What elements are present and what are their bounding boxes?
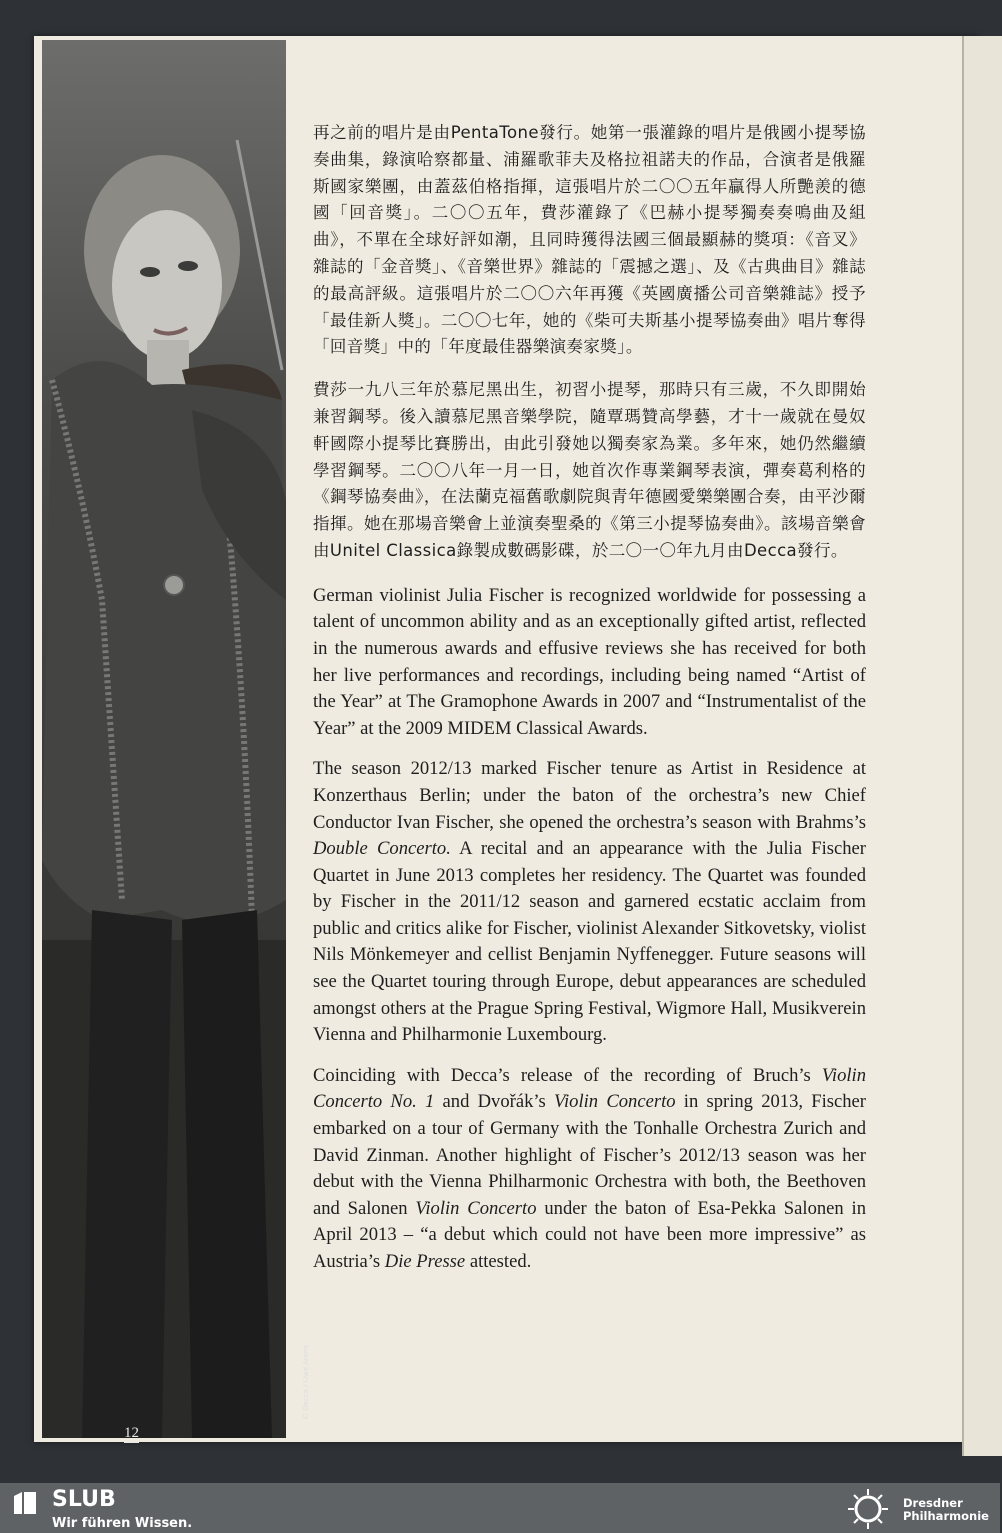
article-text [313,120,866,1276]
english-paragraph-3 [313,1063,866,1276]
photo-credit: © Decca / Uwe Arens [302,1344,310,1420]
text-run: Coinciding with Decca’s release of the recording of Bruch’s [313,1064,822,1086]
chinese-paragraph-1: 再之前的唱片是由PentaTone發行。她第一張灌錄的唱片是俄國小提琴協奏曲集，錄演哈察都量、浦羅歌菲夫及格拉祖諾夫的作品，合演者是俄羅斯國家樂團，由蓋茲伯格指揮，這張唱片於二〇〇五年贏得人所艷羨的德國「回音獎」。二〇〇五年，費莎灌錄了《巴赫小提琴獨奏奏鳴曲及組曲》，不單在全球好評如潮，且同時獲得法國三個最顯赫的獎項：《音叉》雜誌的「金音獎」、《音樂世界》雜誌的「震撼之選」、及《古典曲目》雜誌的最高評級。這張唱片於二〇〇六年再獲《英國廣播公司音樂雜誌》授予「最佳新人獎」。二〇〇七年，她的《柴可夫斯基小提琴協奏曲》唱片奪得「回音獎」中的「年度最佳器樂演奏家獎」。 [313,123,866,357]
slub-logo-icon[interactable] [12,1490,38,1516]
italic-title: Double Concerto. [313,838,451,860]
text-run: in spring 2013, Fischer embarked on a tour of Germany with the Tonhalle Orchestra Zurich and David Zinman. Another highlight of Fischer’s 2012/13 season was her debut with the Vienna Philharmonic Orchestra with both, the Beethoven and Salonen [313,1091,866,1219]
text-run: The season 2012/13 marked Fischer tenure as Artist in Residence at Konzerthaus Berlin; under the baton of the orchestra’s new Chief Conductor Ivan Fischer, she opened the orchestra’s season with Brahms’s [313,758,866,833]
photo-illustration [42,40,286,1438]
italic-title: Violin Concerto No. 1 [313,1064,866,1113]
slub-tagline: Wir führen Wissen. [52,1516,193,1531]
italic-title: Violin Concerto [554,1091,676,1113]
text-run: A recital and an appearance with the Julia Fischer Quartet in June 2013 completes her residency. The Quartet was founded by Fischer in the 2011/12 season and garnered ecstatic acclaim from public and critics alike for Fischer, violinist Alexander Sitkovetsky, violist Nils Mönkemeyer and cellist Benjamin Nyffenegger. Future seasons will see the Quartet touring through Europe, debut appearances are scheduled amongst others at the Prague Spring Festival, Wigmore Hall, Musikverein Vienna and Philharmonie Luxembourg. [313,838,866,1046]
chinese-paragraph-2: 費莎一九八三年於慕尼黑出生，初習小提琴，那時只有三歲，不久即開始兼習鋼琴。後入讀慕尼黑音樂學院，隨覃瑪贊高學藝，才十一歲就在曼奴軒國際小提琴比賽勝出，由此引發她以獨奏家為業。多年來，她仍然繼續學習鋼琴。二〇〇八年一月一日，她首次作專業鋼琴表演，彈奏葛利格的《鋼琴協奏曲》，在法蘭克福舊歌劇院與青年德國愛樂樂團合奏，由平沙爾指揮。她在那場音樂會上並演奏聖桑的《第三小提琴協奏曲》。該場音樂會由Unitel Classica錄製成數碼影碟，於二〇一〇年九月由Decca發行。 [313,380,866,560]
philharmonie-logo-icon[interactable] [840,1487,896,1531]
english-paragraph-2 [313,756,866,1049]
english-paragraph-1: German violinist Julia Fischer is recognized worldwide for possessing a talent of uncommon ability and as an exceptionally gifted artist, reflected in the numerous awards and effusive reviews she has received for both her live performances and recordings, including being named “Artist of the Year” at The Gramophone Awards in 2007 and “Instrumentalist of the Year” at the 2009 MIDEM Classical Awards. [313,584,866,739]
adjacent-page-edge [962,36,1002,1456]
text-run: under the baton of Esa-Pekka Salonen in April 2013 – “a debut which could not have been more impressive” as Austria’s [313,1197,867,1272]
italic-title: Violin Concerto [415,1197,537,1219]
italic-title: Die Presse [384,1251,466,1272]
philharmonie-line-1: Dresdner [903,1496,963,1510]
page-number: 12 [124,1425,139,1441]
slub-name[interactable]: SLUB [52,1487,116,1512]
text-run: and Dvořák’s [434,1091,555,1113]
text-run: attested. [465,1251,532,1272]
philharmonie-name[interactable] [903,1497,989,1523]
philharmonie-line-2: Philharmonie [903,1509,989,1523]
violinist-photo [42,40,310,1441]
